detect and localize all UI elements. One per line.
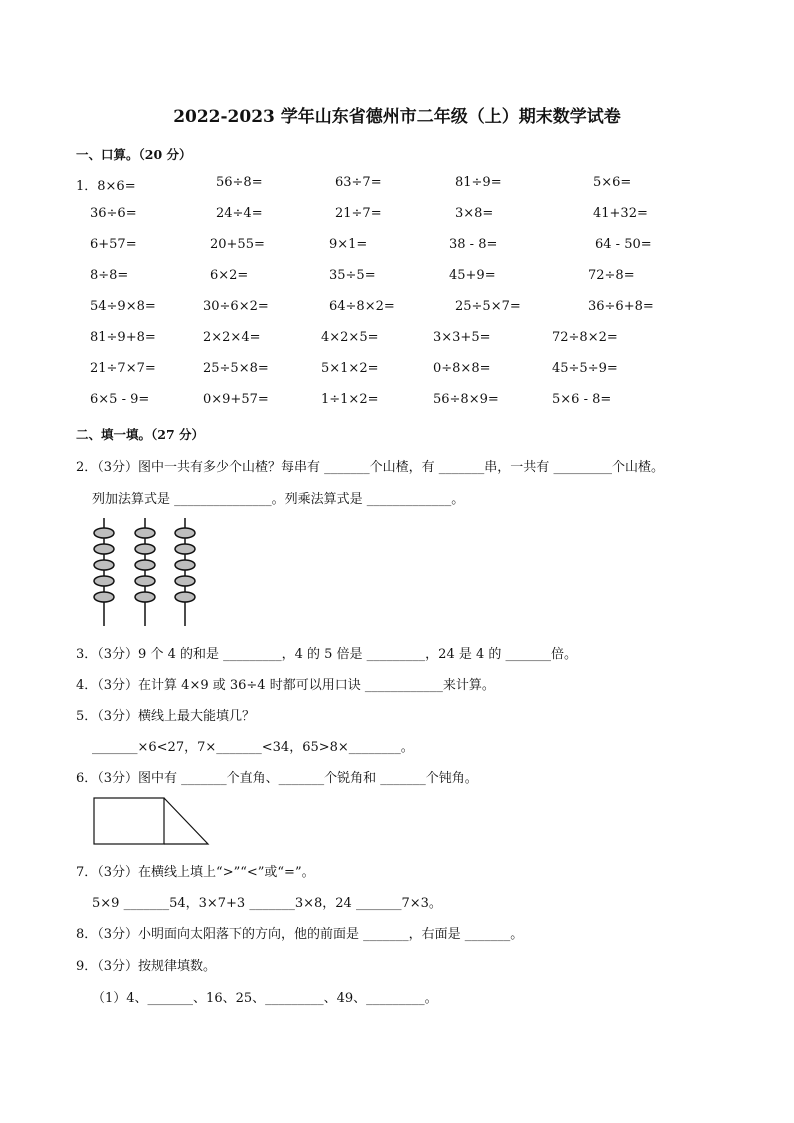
calc-item: 0×9+57= [203, 392, 269, 407]
calc-item: 35÷5= [329, 268, 376, 283]
calc-item: 20+55= [210, 237, 265, 252]
question-2-line2: 列加法算式是 _______________。列乘法算式是 _____________。 [92, 492, 465, 507]
calc-item: 41+32= [593, 206, 648, 221]
calc-item: 64÷8×2= [329, 299, 395, 314]
calc-item: 56÷8= [216, 175, 263, 190]
calc-item: 21÷7= [335, 206, 382, 221]
calc-item: 1÷1×2= [321, 392, 379, 407]
question-5-line: _______×6<27，7×_______<34，65>8×________。 [92, 740, 414, 755]
calc-item: 36÷6= [90, 206, 137, 221]
calc-item: 81÷9= [455, 175, 502, 190]
calc-item: 36÷6+8= [588, 299, 654, 314]
calc-item: 1．8×6= [76, 179, 136, 194]
calc-item: 72÷8= [588, 268, 635, 283]
calc-item: 45÷5÷9= [552, 361, 618, 376]
calc-item: 81÷9+8= [90, 330, 156, 345]
question-6: 6．（3分）图中有 _______个直角、_______个锐角和 _______个钝角。 [76, 771, 478, 786]
calc-item: 72÷8×2= [552, 330, 618, 345]
calc-item: 64 - 50= [595, 237, 652, 252]
calc-item: 21÷7×7= [90, 361, 156, 376]
calc-item: 8÷8= [90, 268, 129, 283]
calc-item: 45+9= [449, 268, 496, 283]
calc-item: 9×1= [329, 237, 368, 252]
question-4: 4．（3分）在计算 4×9 或 36÷4 时都可以用口诀 ____________来计算。 [76, 678, 495, 693]
calc-item: 0÷8×8= [433, 361, 491, 376]
question-9-line: （1）4、_______、16、25、_________、49、_________。 [92, 991, 438, 1006]
page-title: 2022-2023 学年山东省德州市二年级（上）期末数学试卷 [173, 107, 621, 127]
calc-item: 24÷4= [216, 206, 263, 221]
calc-item: 6+57= [90, 237, 137, 252]
calc-item: 63÷7= [335, 175, 382, 190]
section1-heading: 一、口算。（20 分） [76, 147, 192, 162]
calc-item: 4×2×5= [321, 330, 379, 345]
question-5: 5．（3分）横线上最大能填几？ [76, 709, 256, 724]
calc-item: 25÷5×8= [203, 361, 269, 376]
calc-item: 56÷8×9= [433, 392, 499, 407]
question-8: 8．（3分）小明面向太阳落下的方向，他的前面是 _______，右面是 _______。 [76, 927, 524, 942]
calc-item: 30÷6×2= [203, 299, 269, 314]
calc-item: 5×6 - 8= [552, 392, 612, 407]
question-2-line1: 2．（3分）图中一共有多少个山楂？每串有 _______个山楂，有 _______串，一共有 _________个山楂。 [76, 460, 664, 475]
question-7-line: 5×9 _______54，3×7+3 _______3×8，24 _______7×3。 [92, 896, 442, 911]
calc-item: 5×6= [593, 175, 632, 190]
calc-item: 5×1×2= [321, 361, 379, 376]
hawthorn-skewers-figure [88, 516, 208, 628]
question-7: 7．（3分）在横线上填上“>”“<”或“=”。 [76, 865, 315, 880]
calc-item: 6×5 - 9= [90, 392, 150, 407]
calc-item: 3×3+5= [433, 330, 491, 345]
calc-item: 25÷5×7= [455, 299, 521, 314]
angle-figure [92, 796, 212, 848]
calc-item: 2×2×4= [203, 330, 261, 345]
question-3: 3．（3分）9 个 4 的和是 _________，4 的 5 倍是 _________，24 是 4 的 _______倍。 [76, 647, 578, 662]
calc-item: 38 - 8= [449, 237, 498, 252]
calc-item: 54÷9×8= [90, 299, 156, 314]
calc-item: 6×2= [210, 268, 249, 283]
section2-heading: 二、填一填。（27 分） [76, 427, 204, 442]
question-9: 9．（3分）按规律填数。 [76, 959, 217, 974]
calc-item: 3×8= [455, 206, 494, 221]
